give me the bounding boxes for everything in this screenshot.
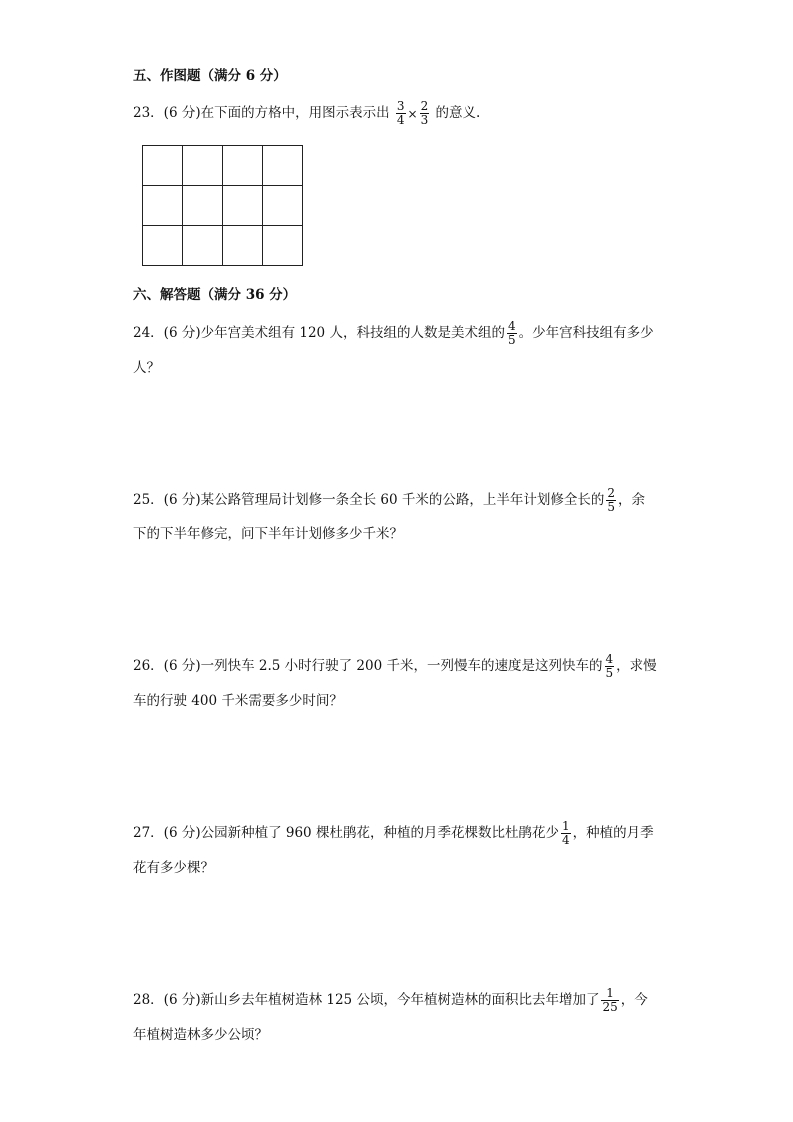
section-5-heading: 五、作图题（满分 6 分） (133, 68, 287, 84)
question-24-line-2: 人？ (133, 360, 160, 376)
grid-cell (143, 146, 183, 186)
question-25-text-end: ，余 (618, 492, 645, 508)
question-26-text-end: ，求慢 (616, 658, 657, 674)
question-27-text-end: ，种植的月季 (572, 825, 654, 841)
fraction-two-thirds (420, 100, 430, 127)
fraction-denominator: 3 (420, 113, 429, 127)
fraction-four-fifths (507, 320, 517, 347)
question-27 (133, 820, 654, 847)
section-6-heading: 六、解答题（满分 36 分） (133, 287, 297, 303)
question-24-text-end: 。少年宫科技组有多少 (518, 325, 654, 341)
question-26-text: 26．(6 分)一列快车 2.5 小时行驶了 200 千米，一列慢车的速度是这列快车的 (133, 658, 603, 674)
question-27-text: 27．(6 分)公园新种植了 960 棵杜鹃花，种植的月季花棵数比杜鹃花少 (133, 825, 559, 841)
fraction-four-fifths (605, 653, 615, 680)
question-26-line-2: 车的行驶 400 千米需要多少时间？ (133, 693, 343, 709)
grid-cell (183, 226, 223, 266)
question-23-text: 23．(6 分)在下面的方格中，用图示表示出 (133, 105, 390, 121)
fraction-numerator: 3 (396, 99, 405, 113)
fraction-denominator: 5 (507, 333, 516, 347)
question-23-suffix: 的意义. (435, 105, 481, 121)
fraction-numerator: 2 (607, 486, 615, 500)
grid-cell (223, 226, 263, 266)
fraction-numerator: 1 (601, 987, 618, 1001)
question-25-line-2: 下的下半年修完，问下半年计划修多少千米？ (133, 526, 403, 542)
fraction-two-fifths (606, 487, 616, 514)
fraction-one-twentyfifth (601, 987, 618, 1014)
fraction-one-quarter (561, 820, 571, 847)
question-25-text: 25．(6 分)某公路管理局计划修一条全长 60 千米的公路，上半年计划修全长的 (133, 492, 605, 508)
question-24-text: 24．(6 分)少年宫美术组有 120 人，科技组的人数是美术组的 (133, 325, 505, 341)
fraction-numerator: 2 (420, 99, 429, 113)
fraction-numerator: 4 (507, 319, 516, 333)
grid-cell (263, 186, 303, 226)
grid-cell (223, 146, 263, 186)
fraction-numerator: 4 (605, 652, 614, 666)
question-27-line-2: 花有多少棵？ (133, 860, 214, 876)
fraction-denominator: 4 (561, 833, 570, 847)
grid-cell (183, 186, 223, 226)
fraction-denominator: 25 (602, 1000, 618, 1014)
question-28-line-2: 年植树造林多少公顷？ (133, 1027, 268, 1043)
grid-cell (263, 146, 303, 186)
fraction-denominator: 5 (607, 500, 615, 514)
fraction-numerator: 1 (561, 819, 570, 833)
fraction-denominator: 5 (605, 666, 614, 680)
grid-cell (183, 146, 223, 186)
grid-cell (143, 186, 183, 226)
fraction-denominator: 4 (396, 113, 405, 127)
grid-cell (263, 226, 303, 266)
question-23 (133, 100, 480, 127)
question-25 (133, 487, 645, 514)
question-28-text: 28．(6 分)新山乡去年植树造林 125 公顷，今年植树造林的面积比去年增加了 (133, 992, 600, 1008)
fraction-three-quarters (396, 100, 406, 127)
grid-cell (223, 186, 263, 226)
drawing-grid (142, 145, 303, 266)
question-24 (133, 320, 654, 347)
question-28 (133, 987, 648, 1014)
question-26 (133, 653, 657, 680)
multiply-sign: × (407, 106, 418, 121)
grid-cell (143, 226, 183, 266)
question-28-text-end: ，今 (620, 992, 648, 1008)
